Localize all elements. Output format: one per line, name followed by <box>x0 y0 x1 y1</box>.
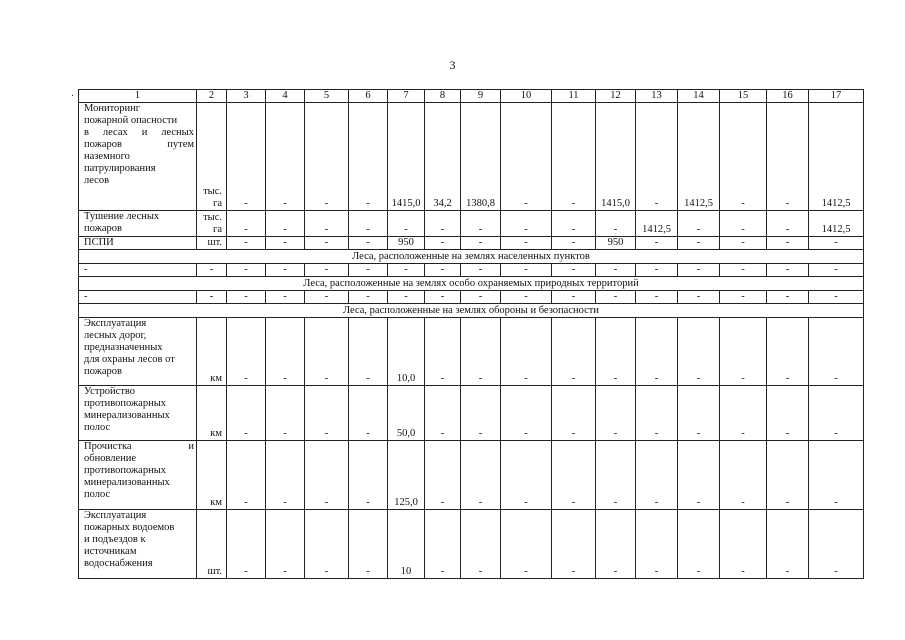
value-cell: - <box>461 237 501 250</box>
value-cell: - <box>767 441 809 510</box>
value-cell: - <box>552 103 596 211</box>
value-cell: - <box>227 291 266 304</box>
col-header: 2 <box>197 90 227 103</box>
name-line: пожарной опасности <box>84 115 178 126</box>
col-header: 1 <box>79 90 197 103</box>
value-cell: - <box>636 291 678 304</box>
row-name <box>79 211 197 237</box>
unit-line: га <box>213 224 222 235</box>
value-cell: - <box>266 318 305 386</box>
value-cell: - <box>227 103 266 211</box>
margin-dot: · <box>71 91 75 102</box>
value-cell: - <box>461 211 501 237</box>
value-cell: - <box>636 103 678 211</box>
name-line-pair <box>84 441 194 453</box>
col-header: 11 <box>552 90 596 103</box>
value-cell: - <box>809 318 864 386</box>
col-header: 8 <box>425 90 461 103</box>
value-cell: - <box>501 441 552 510</box>
value-cell: - <box>636 386 678 441</box>
name-line: ПСПИ <box>84 237 114 248</box>
table-row <box>79 318 864 386</box>
value-cell: - <box>720 103 767 211</box>
value-cell: - <box>720 441 767 510</box>
name-line: источникам <box>84 546 137 557</box>
value-cell: - <box>636 441 678 510</box>
row-name <box>79 103 197 211</box>
col-header: 12 <box>596 90 636 103</box>
value-cell: - <box>266 386 305 441</box>
value-cell: - <box>767 264 809 277</box>
name-line: предназначенных <box>84 342 163 353</box>
col-header: 17 <box>809 90 864 103</box>
value-cell: - <box>425 318 461 386</box>
value-cell: - <box>349 318 388 386</box>
value-cell: - <box>552 386 596 441</box>
value-cell: - <box>461 264 501 277</box>
name-word: Прочистка <box>84 441 132 452</box>
value-cell: - <box>552 441 596 510</box>
value-cell: - <box>809 264 864 277</box>
value-cell: - <box>720 211 767 237</box>
table-row <box>79 237 864 250</box>
name-line: противопожарных <box>84 398 167 409</box>
value-cell: - <box>501 318 552 386</box>
value-cell: - <box>596 386 636 441</box>
name-line: Эксплуатация <box>84 318 147 329</box>
value-cell: - <box>305 386 349 441</box>
name-line: пожаров <box>84 366 122 377</box>
name-line: минерализованных <box>84 477 170 488</box>
value-cell: 10 <box>388 510 425 579</box>
value-cell: - <box>266 211 305 237</box>
value-cell: - <box>720 318 767 386</box>
value-cell: - <box>501 264 552 277</box>
value-cell: - <box>767 103 809 211</box>
value-cell: - <box>678 318 720 386</box>
row-name <box>79 237 197 250</box>
value-cell: - <box>636 237 678 250</box>
value-cell: - <box>197 264 227 277</box>
unit-line: тыс. <box>203 212 222 223</box>
col-header: 13 <box>636 90 678 103</box>
value-cell: - <box>266 264 305 277</box>
col-header: 3 <box>227 90 266 103</box>
value-cell: - <box>349 441 388 510</box>
value-cell: - <box>678 386 720 441</box>
section-row <box>79 250 864 264</box>
forest-fire-measures-table <box>78 89 864 579</box>
value-cell: - <box>266 441 305 510</box>
unit-cell: км <box>197 441 227 510</box>
col-header: 14 <box>678 90 720 103</box>
name-line-pair <box>84 139 194 151</box>
unit-line: шт. <box>207 237 222 248</box>
value-cell: - <box>461 386 501 441</box>
value-cell: - <box>809 510 864 579</box>
value-cell: 1415,0 <box>596 103 636 211</box>
value-cell: - <box>678 441 720 510</box>
value-cell: - <box>79 291 197 304</box>
value-cell: - <box>501 211 552 237</box>
value-cell: - <box>501 237 552 250</box>
value-cell: - <box>720 386 767 441</box>
name-line: Тушение лесных <box>84 211 160 222</box>
value-cell: - <box>305 237 349 250</box>
value-cell: - <box>552 510 596 579</box>
value-cell: 1412,5 <box>678 103 720 211</box>
section-title-defense: Леса, расположенные на землях обороны и безопасности <box>79 304 864 318</box>
value-cell: - <box>349 264 388 277</box>
name-line: минерализованных <box>84 410 170 421</box>
value-cell: - <box>552 211 596 237</box>
name-line: в лесах и лесных <box>84 127 194 138</box>
col-header: 10 <box>501 90 552 103</box>
value-cell: - <box>425 386 461 441</box>
value-cell: - <box>349 291 388 304</box>
value-cell: - <box>596 264 636 277</box>
name-line: обновление <box>84 453 137 464</box>
value-cell: - <box>227 264 266 277</box>
value-cell: - <box>305 510 349 579</box>
col-header: 4 <box>266 90 305 103</box>
value-cell: - <box>227 211 266 237</box>
row-name <box>79 441 197 510</box>
value-cell: - <box>552 237 596 250</box>
value-cell: - <box>720 264 767 277</box>
name-line: патрулирования <box>84 163 156 174</box>
table-row <box>79 103 864 211</box>
value-cell: - <box>596 441 636 510</box>
value-cell: - <box>501 291 552 304</box>
value-cell: - <box>305 103 349 211</box>
value-cell: - <box>767 291 809 304</box>
value-cell: - <box>227 386 266 441</box>
name-word: пожаров <box>84 139 122 150</box>
section-title-protected: Леса, расположенные на землях особо охраняемых природных территорий <box>79 277 864 291</box>
value-cell: - <box>636 264 678 277</box>
value-cell: - <box>425 510 461 579</box>
value-cell: - <box>266 237 305 250</box>
unit-cell: шт. <box>197 510 227 579</box>
row-name <box>79 318 197 386</box>
value-cell: 34,2 <box>425 103 461 211</box>
value-cell: - <box>227 237 266 250</box>
unit-cell <box>197 237 227 250</box>
table-row <box>79 441 864 510</box>
value-cell: - <box>305 291 349 304</box>
table-row <box>79 211 864 237</box>
table-row <box>79 510 864 579</box>
page-number: 3 <box>449 58 456 72</box>
value-cell: - <box>266 510 305 579</box>
value-cell: - <box>461 441 501 510</box>
value-cell: - <box>349 386 388 441</box>
value-cell: - <box>388 211 425 237</box>
name-line: противопожарных <box>84 465 167 476</box>
value-cell: - <box>349 103 388 211</box>
value-cell: 10,0 <box>388 318 425 386</box>
value-cell: - <box>678 211 720 237</box>
value-cell: - <box>266 103 305 211</box>
value-cell: - <box>461 291 501 304</box>
value-cell: - <box>388 264 425 277</box>
value-cell: - <box>767 211 809 237</box>
col-header: 16 <box>767 90 809 103</box>
value-cell: - <box>79 264 197 277</box>
value-cell: - <box>425 237 461 250</box>
value-cell: - <box>388 291 425 304</box>
value-cell: 50,0 <box>388 386 425 441</box>
unit-line: тыс. <box>203 186 222 197</box>
row-name <box>79 386 197 441</box>
value-cell: - <box>720 291 767 304</box>
value-cell: 1380,8 <box>461 103 501 211</box>
value-cell: - <box>809 441 864 510</box>
unit-cell: км <box>197 386 227 441</box>
value-cell: - <box>767 510 809 579</box>
name-line: наземного <box>84 151 130 162</box>
table-row <box>79 264 864 277</box>
value-cell: 1412,5 <box>809 211 864 237</box>
value-cell: - <box>501 510 552 579</box>
value-cell: - <box>349 510 388 579</box>
name-line: лесов <box>84 175 110 186</box>
value-cell: - <box>349 211 388 237</box>
value-cell: - <box>305 211 349 237</box>
value-cell: - <box>809 237 864 250</box>
name-line: водоснабжения <box>84 558 153 569</box>
value-cell: - <box>636 318 678 386</box>
name-line: Мониторинг <box>84 103 141 114</box>
section-row <box>79 304 864 318</box>
value-cell: - <box>227 318 266 386</box>
col-header: 5 <box>305 90 349 103</box>
value-cell: - <box>596 510 636 579</box>
section-title-populated: Леса, расположенные на землях населенных пунктов <box>79 250 864 264</box>
value-cell: - <box>552 291 596 304</box>
col-header: 7 <box>388 90 425 103</box>
name-line: полос <box>84 422 111 433</box>
value-cell: - <box>809 291 864 304</box>
value-cell: - <box>425 291 461 304</box>
column-number-header-row <box>79 90 864 103</box>
value-cell: - <box>678 510 720 579</box>
name-line: лесных дорог, <box>84 330 147 341</box>
value-cell: - <box>461 510 501 579</box>
name-line: пожаров <box>84 223 122 234</box>
value-cell: - <box>501 103 552 211</box>
value-cell: - <box>767 386 809 441</box>
value-cell: - <box>501 386 552 441</box>
section-row <box>79 277 864 291</box>
name-word: и <box>188 441 194 452</box>
value-cell: 1412,5 <box>636 211 678 237</box>
value-cell: - <box>720 237 767 250</box>
value-cell: - <box>767 318 809 386</box>
name-line: для охраны лесов от <box>84 354 175 365</box>
value-cell: - <box>809 386 864 441</box>
name-line: полос <box>84 489 111 500</box>
value-cell: - <box>767 237 809 250</box>
table-row <box>79 291 864 304</box>
value-cell: 950 <box>596 237 636 250</box>
table-row <box>79 386 864 441</box>
unit-cell: км <box>197 318 227 386</box>
value-cell: - <box>425 211 461 237</box>
value-cell: - <box>552 318 596 386</box>
unit-cell <box>197 103 227 211</box>
value-cell: - <box>596 211 636 237</box>
value-cell: - <box>197 291 227 304</box>
value-cell: - <box>305 318 349 386</box>
col-header: 15 <box>720 90 767 103</box>
name-line: пожарных водоемов <box>84 522 175 533</box>
value-cell: - <box>425 441 461 510</box>
name-line: и подъездов к <box>84 534 146 545</box>
value-cell: - <box>461 318 501 386</box>
value-cell: 950 <box>388 237 425 250</box>
value-cell: 1415,0 <box>388 103 425 211</box>
col-header: 6 <box>349 90 388 103</box>
value-cell: - <box>678 264 720 277</box>
value-cell: - <box>720 510 767 579</box>
value-cell: - <box>552 264 596 277</box>
value-cell: 1412,5 <box>809 103 864 211</box>
value-cell: - <box>227 441 266 510</box>
name-line: Эксплуатация <box>84 510 147 521</box>
value-cell: - <box>425 264 461 277</box>
value-cell: - <box>305 264 349 277</box>
value-cell: - <box>227 510 266 579</box>
value-cell: - <box>266 291 305 304</box>
value-cell: - <box>305 441 349 510</box>
value-cell: - <box>349 237 388 250</box>
value-cell: - <box>678 291 720 304</box>
unit-cell <box>197 211 227 237</box>
value-cell: - <box>678 237 720 250</box>
value-cell: 125,0 <box>388 441 425 510</box>
value-cell: - <box>596 291 636 304</box>
col-header: 9 <box>461 90 501 103</box>
value-cell: - <box>596 318 636 386</box>
name-word: путем <box>167 139 194 150</box>
value-cell: - <box>636 510 678 579</box>
row-name <box>79 510 197 579</box>
unit-line: га <box>213 198 222 209</box>
name-line: Устройство <box>84 386 136 397</box>
